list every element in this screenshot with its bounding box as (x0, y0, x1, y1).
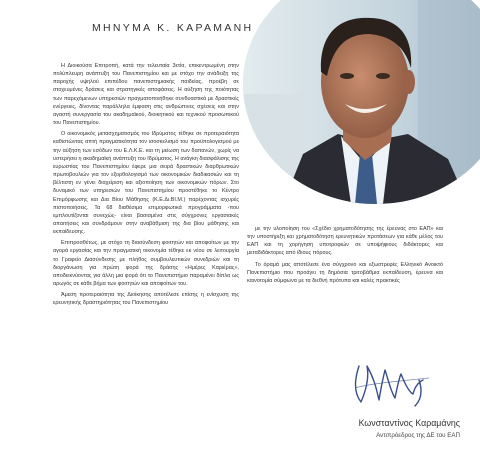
body-column-left (53, 62, 239, 311)
paragraph: Επιπροσθέτως, με στόχο τη διασύνδεση φοιτητών και αποφοίτων με την αγορά εργασίας και την πραγματική οικονομία τέθηκε εκ νέου σε λειτουργία το Γραφείο Διασύνδεσης με πλήθος συμβουλευτικών συνεδριών και τη διοργάνωση για πρώτη φορά της δράσης «Ημέρες Καριέρας», αποδεικνύοντας για άλλη μια φορά ότι το Πανεπιστήμιο παραμένει δίπλα ως αρωγός σε κάθε βήμα των φοιτητών και αποφοίτων του. (53, 240, 239, 288)
body-column-right (247, 225, 443, 288)
document-title: ΜΗΝΥΜΑ Κ. ΚΑΡΑΜΑΝΗ (92, 22, 254, 34)
signatory-name: Κωνσταντίνος Καραμάνης (358, 418, 460, 428)
handwritten-signature (349, 358, 439, 410)
paragraph: Άμεση προτεραιότητα της Διοίκησης αποτέλεσε επίσης η ενίσχυση της ερευνητικής δραστηριότητας του Πανεπιστημίου (53, 292, 239, 307)
paragraph: Το όραμά μας αποτέλεσε ένα σύγχρονο και εξωστρεφές Ελληνικό Ανοικτό Πανεπιστήμιο που προάγει τη δημόσια τριτοβάθμια εκπαίδευση, έρευνα και καινοτομία σύμφωνα με τα διεθνή πρότυπα και καλές πρακτικές (247, 261, 443, 284)
paragraph: Ο οικονομικός μετασχηματισμός του Ιδρύματος τέθηκε σε προτεραιότητα καθιστώντας απτή πραγματικότητα τον ισοσκελισμό του προϋπολογισμού με την αύξηση των εσόδων του Ε.Λ.Κ.Ε. και τη μείωση των δαπανών, χωρίς να υστερήσει η ακαδημαϊκή ανάπτυξη του Ιδρύματος. Η ανάγκη διασφάλισης της ευρωστίας του Πανεπιστημίου έφερε μια σειρά δραστικών διαρθρωτικών πρωτοβουλιών για τον εξορθολογισμό των οικονομικών διαδικασιών και τη βέλτιστη εν γένει διαχείριση και αξιοποίηση των οικονομικών πόρων. Στο δυναμικό των υπηρεσιών του Πανεπιστημίου προστέθηκε το Κέντρο Επιμόρφωσης και Δια Βίου Μάθησης (Κ.Ε.Δι.ΒΙ.Μ.) παρέχοντας ισχυρές πιστοποιήσεις. Τα 68 διαθέσιμα επιμορφωτικά προγράμματα -που εμπλουτίζονται συνεχώς- είναι βασισμένα στις σύγχρονες εργασιακές απαιτήσεις και συνδράμουν στην αναβάθμιση της δια βίου μάθησης και εκπαίδευσης. (53, 131, 239, 236)
paragraph: Η Διοικούσα Επιτροπή, κατά την τελευταία 3ετία, επικεντρωμένη στην πολύπλευρη ανάπτυξη του Πανεπιστημίου και με στόχο την ανάδειξη της παροχής υψηλού επιπέδου πανεπιστημιακής παιδείας, προέβη σε στοχευμένες δράσεις και στρατηγικές αποφάσεις. Η αύξηση της ποιότητας των παρεχόμενων υπηρεσιών πραγματοποιήθηκε συνδυαστικά με δραστικές ενέργειες, δίνοντας παράλληλα έμφαση στις ανθρώπινες σχέσεις και στην αγαστή συνεργασία του ακαδημαϊκού, διοικητικού και τεχνικού προσωπικού του Πανεπιστημίου. (53, 63, 239, 127)
paragraph: με την υλοποίηση του «Σχέδιο χρηματοδότησης της έρευνας στο ΕΑΠ» και την υποστήριξη και χρηματοδότηση ερευνητικών προτάσεων για κάθε μέλος του ΕΑΠ και τη χορήγηση υποτροφιών σε υποψήφιους διδάκτορες και μεταδιδάκτορες από ίδιους πόρους. (247, 226, 443, 257)
portrait-photo (243, 0, 480, 204)
signatory-role: Αντιπρόεδρος της ΔΕ του ΕΑΠ (376, 432, 460, 439)
